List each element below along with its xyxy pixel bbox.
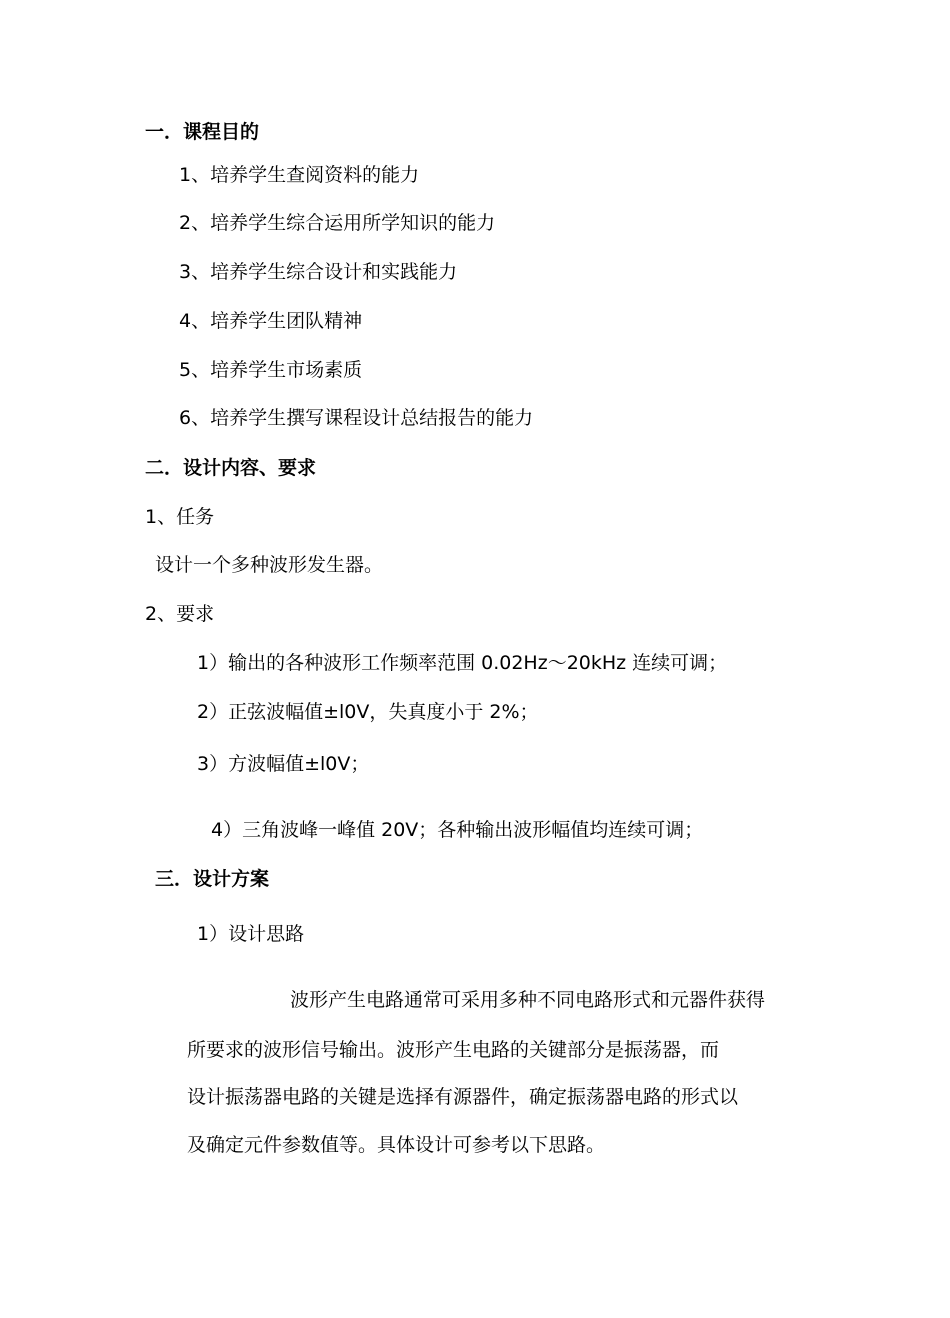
requirement-item-2: 2）正弦波幅值±l0V，失真度小于 2%； [197,701,539,723]
section-heading-design-content: 二．设计内容、要求 [145,457,317,479]
paragraph-line-4: 及确定元件参数值等。具体设计可参考以下思路。 [187,1134,606,1156]
paragraph-line-1: 波形产生电路通常可采用多种不同电路形式和元器件获得 [290,989,766,1011]
paragraph-line-2: 所要求的波形信号输出。波形产生电路的关键部分是振荡器，而 [187,1039,720,1061]
section-heading-objectives: 一．课程目的 [145,121,260,143]
requirement-item-3: 3）方波幅值±l0V； [197,753,370,775]
task-text: 设计一个多种波形发生器。 [155,554,384,576]
requirement-item-4: 4）三角波峰一峰值 20V；各种输出波形幅值均连续可调； [211,819,704,841]
requirements-label: 2、要求 [145,603,215,625]
objective-item-4: 4、培养学生团队精神 [179,310,363,332]
objective-item-5: 5、培养学生市场素质 [179,359,363,381]
section-heading-design-plan: 三．设计方案 [155,868,270,890]
design-idea-label: 1）设计思路 [197,923,305,945]
objective-item-2: 2、培养学生综合运用所学知识的能力 [179,212,496,234]
paragraph-line-3: 设计振荡器电路的关键是选择有源器件，确定振荡器电路的形式以 [187,1086,739,1108]
task-label: 1、任务 [145,506,215,528]
objective-item-6: 6、培养学生撰写课程设计总结报告的能力 [179,407,534,429]
objective-item-1: 1、培养学生查阅资料的能力 [179,164,420,186]
objective-item-3: 3、培养学生综合设计和实践能力 [179,261,458,283]
requirement-item-1: 1）输出的各种波形工作频率范围 0.02Hz～20kHz 连续可调； [197,652,728,674]
